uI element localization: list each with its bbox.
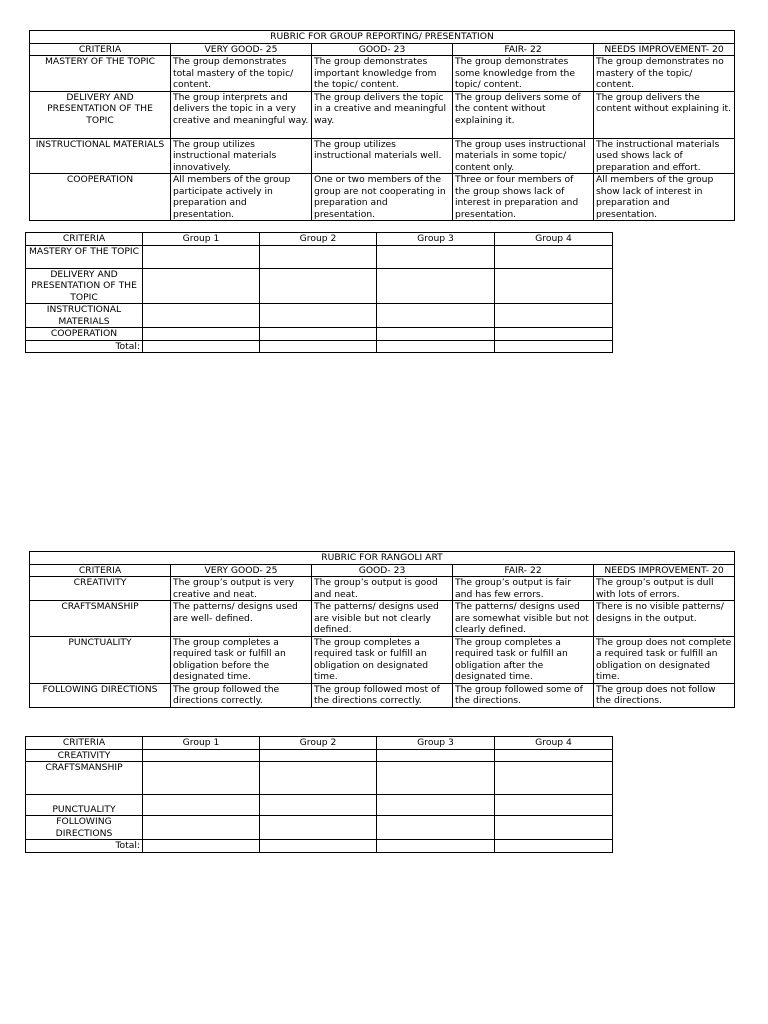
descriptor-cell: The group completes a required task or fulfill an obligation on designated time. <box>312 636 453 683</box>
score-cell[interactable] <box>495 816 613 840</box>
score-cell[interactable] <box>495 245 613 268</box>
descriptor-cell: The group demonstrates no mastery of the topic/ content. <box>594 56 735 92</box>
total-cell[interactable] <box>260 340 377 353</box>
descriptor-cell: The group utilizes instructional materials well. <box>312 138 453 174</box>
header-group-2: Group 2 <box>260 737 377 750</box>
score-cell[interactable] <box>495 749 613 762</box>
descriptor-cell: The group’s output is dull with lots of errors. <box>594 577 735 601</box>
total-cell[interactable] <box>495 340 613 353</box>
score-row-delivery <box>26 268 613 304</box>
descriptor-cell: The group interprets and delivers the topic in a very creative and meaningful way. <box>171 91 312 138</box>
criteria-cell: MASTERY OF THE TOPIC <box>30 56 171 92</box>
score-row-cooperation <box>26 328 613 341</box>
score-cell[interactable] <box>143 304 260 328</box>
score-cell[interactable] <box>143 328 260 341</box>
criteria-cell: FOLLOWING DIRECTIONS <box>30 683 171 707</box>
descriptor-cell: The group followed the directions correctly. <box>171 683 312 707</box>
descriptor-cell: The group uses instructional materials in some topic/ content only. <box>453 138 594 174</box>
descriptor-cell: Three or four members of the group shows lack of interest in preparation and presentation. <box>453 174 594 221</box>
descriptor-cell: The group demonstrates total mastery of the topic/ content. <box>171 56 312 92</box>
descriptor-cell: One or two members of the group are not cooperating in preparation and presentation. <box>312 174 453 221</box>
descriptor-cell: The group demonstrates some knowledge from the topic/ content. <box>453 56 594 92</box>
score-cell[interactable] <box>377 268 495 304</box>
descriptor-cell: All members of the group participate actively in preparation and presentation. <box>171 174 312 221</box>
score-cell[interactable] <box>495 762 613 795</box>
score-cell[interactable] <box>260 762 377 795</box>
score-row-total <box>26 840 613 853</box>
header-very-good: VERY GOOD- 25 <box>171 564 312 577</box>
descriptor-cell: The patterns/ designs used are visible but not clearly defined. <box>312 601 453 637</box>
score-cell[interactable] <box>260 328 377 341</box>
descriptor-cell: The group’s output is fair and has few errors. <box>453 577 594 601</box>
descriptor-cell: The group does not follow the directions. <box>594 683 735 707</box>
score-cell[interactable] <box>377 328 495 341</box>
total-cell[interactable] <box>377 840 495 853</box>
descriptor-cell: The group followed some of the directions. <box>453 683 594 707</box>
rubric-row-delivery <box>30 91 735 138</box>
rubric-header-row <box>30 43 735 56</box>
total-cell[interactable] <box>377 340 495 353</box>
score-cell[interactable] <box>143 268 260 304</box>
score-cell[interactable] <box>143 816 260 840</box>
score-cell[interactable] <box>260 245 377 268</box>
header-fair: FAIR- 22 <box>453 564 594 577</box>
rubric-row-instructional <box>30 138 735 174</box>
header-needs-improvement: NEEDS IMPROVEMENT- 20 <box>594 564 735 577</box>
total-cell[interactable] <box>143 340 260 353</box>
descriptor-cell: The group completes a required task or fulfill an obligation after the designated time. <box>453 636 594 683</box>
descriptor-cell: The group utilizes instructional materials innovatively. <box>171 138 312 174</box>
descriptor-cell: The group’s output is good and neat. <box>312 577 453 601</box>
score-cell[interactable] <box>143 749 260 762</box>
score-cell[interactable] <box>377 245 495 268</box>
criteria-cell: COOPERATION <box>26 328 143 341</box>
score-row-following-directions <box>26 816 613 840</box>
descriptor-cell: The instructional materials used shows lack of preparation and effort. <box>594 138 735 174</box>
descriptor-cell: The group delivers the topic in a creative and meaningful way. <box>312 91 453 138</box>
header-criteria: CRITERIA <box>26 737 143 750</box>
descriptor-cell: The group demonstrates important knowledge from the topic/ content. <box>312 56 453 92</box>
score-row-craftsmanship <box>26 762 613 795</box>
score-cell[interactable] <box>495 268 613 304</box>
score-header-row <box>26 233 613 246</box>
score-cell[interactable] <box>260 749 377 762</box>
criteria-cell: INSTRUCTIONAL MATERIALS <box>26 304 143 328</box>
rubric-row-craftsmanship <box>30 601 735 637</box>
header-group-2: Group 2 <box>260 233 377 246</box>
header-group-4: Group 4 <box>495 233 613 246</box>
score-row-instructional <box>26 304 613 328</box>
score-cell[interactable] <box>260 304 377 328</box>
score-cell[interactable] <box>377 795 495 816</box>
descriptor-cell: The patterns/ designs used are well- defined. <box>171 601 312 637</box>
criteria-cell: MASTERY OF THE TOPIC <box>26 245 143 268</box>
criteria-cell: FOLLOWING DIRECTIONS <box>26 816 143 840</box>
rubric-group-reporting-table <box>29 30 735 221</box>
total-label: Total: <box>26 840 143 853</box>
header-criteria: CRITERIA <box>30 564 171 577</box>
header-very-good: VERY GOOD- 25 <box>171 43 312 56</box>
rubric-header-row <box>30 564 735 577</box>
header-fair: FAIR- 22 <box>453 43 594 56</box>
header-good: GOOD- 23 <box>312 43 453 56</box>
descriptor-cell: The group followed most of the directions correctly. <box>312 683 453 707</box>
criteria-cell: DELIVERY AND PRESENTATION OF THE TOPIC <box>30 91 171 138</box>
descriptor-cell: There is no visible patterns/ designs in the output. <box>594 601 735 637</box>
rubric-row-mastery <box>30 56 735 92</box>
score-row-total <box>26 340 613 353</box>
score-header-row <box>26 737 613 750</box>
header-group-4: Group 4 <box>495 737 613 750</box>
rubric-row-cooperation <box>30 174 735 221</box>
rubric-title: RUBRIC FOR RANGOLI ART <box>30 552 735 565</box>
score-cell[interactable] <box>377 749 495 762</box>
score-row-creativity <box>26 749 613 762</box>
criteria-cell: INSTRUCTIONAL MATERIALS <box>30 138 171 174</box>
descriptor-cell: All members of the group show lack of interest in preparation and presentation. <box>594 174 735 221</box>
header-criteria: CRITERIA <box>26 233 143 246</box>
header-group-1: Group 1 <box>143 233 260 246</box>
criteria-cell: CREATIVITY <box>26 749 143 762</box>
total-label: Total: <box>26 340 143 353</box>
descriptor-cell: The group delivers the content without explaining it. <box>594 91 735 138</box>
descriptor-cell: The group delivers some of the content without explaining it. <box>453 91 594 138</box>
score-cell[interactable] <box>377 816 495 840</box>
header-group-1: Group 1 <box>143 737 260 750</box>
score-cell[interactable] <box>260 795 377 816</box>
total-cell[interactable] <box>260 840 377 853</box>
descriptor-cell: The group completes a required task or fulfill an obligation before the designated time. <box>171 636 312 683</box>
criteria-cell: CRAFTSMANSHIP <box>30 601 171 637</box>
score-cell[interactable] <box>143 762 260 795</box>
score-cell[interactable] <box>377 304 495 328</box>
score-cell[interactable] <box>495 795 613 816</box>
criteria-cell: CRAFTSMANSHIP <box>26 762 143 795</box>
rubric-title-row <box>30 31 735 44</box>
score-cell[interactable] <box>143 795 260 816</box>
score-cell[interactable] <box>260 816 377 840</box>
rubric-row-creativity <box>30 577 735 601</box>
score-cell[interactable] <box>495 304 613 328</box>
rubric-row-following-directions <box>30 683 735 707</box>
rubric-rangoli-art-table <box>29 551 735 708</box>
rubric-title-row <box>30 552 735 565</box>
score-cell[interactable] <box>377 762 495 795</box>
total-cell[interactable] <box>495 840 613 853</box>
total-cell[interactable] <box>143 840 260 853</box>
descriptor-cell: The group does not complete a required task or fulfill an obligation on designated time. <box>594 636 735 683</box>
score-row-punctuality <box>26 795 613 816</box>
score-cell[interactable] <box>495 328 613 341</box>
criteria-cell: PUNCTUALITY <box>30 636 171 683</box>
rubric-row-punctuality <box>30 636 735 683</box>
score-cell[interactable] <box>143 245 260 268</box>
header-criteria: CRITERIA <box>30 43 171 56</box>
criteria-cell: PUNCTUALITY <box>26 795 143 816</box>
header-group-3: Group 3 <box>377 737 495 750</box>
score-sheet-group-reporting <box>25 232 613 353</box>
score-cell[interactable] <box>260 268 377 304</box>
criteria-cell: DELIVERY AND PRESENTATION OF THE TOPIC <box>26 268 143 304</box>
header-needs-improvement: NEEDS IMPROVEMENT- 20 <box>594 43 735 56</box>
descriptor-cell: The patterns/ designs used are somewhat visible but not clearly defined. <box>453 601 594 637</box>
score-sheet-rangoli-art <box>25 736 613 853</box>
criteria-cell: CREATIVITY <box>30 577 171 601</box>
score-row-mastery <box>26 245 613 268</box>
header-good: GOOD- 23 <box>312 564 453 577</box>
descriptor-cell: The group’s output is very creative and neat. <box>171 577 312 601</box>
criteria-cell: COOPERATION <box>30 174 171 221</box>
rubric-title: RUBRIC FOR GROUP REPORTING/ PRESENTATION <box>30 31 735 44</box>
header-group-3: Group 3 <box>377 233 495 246</box>
